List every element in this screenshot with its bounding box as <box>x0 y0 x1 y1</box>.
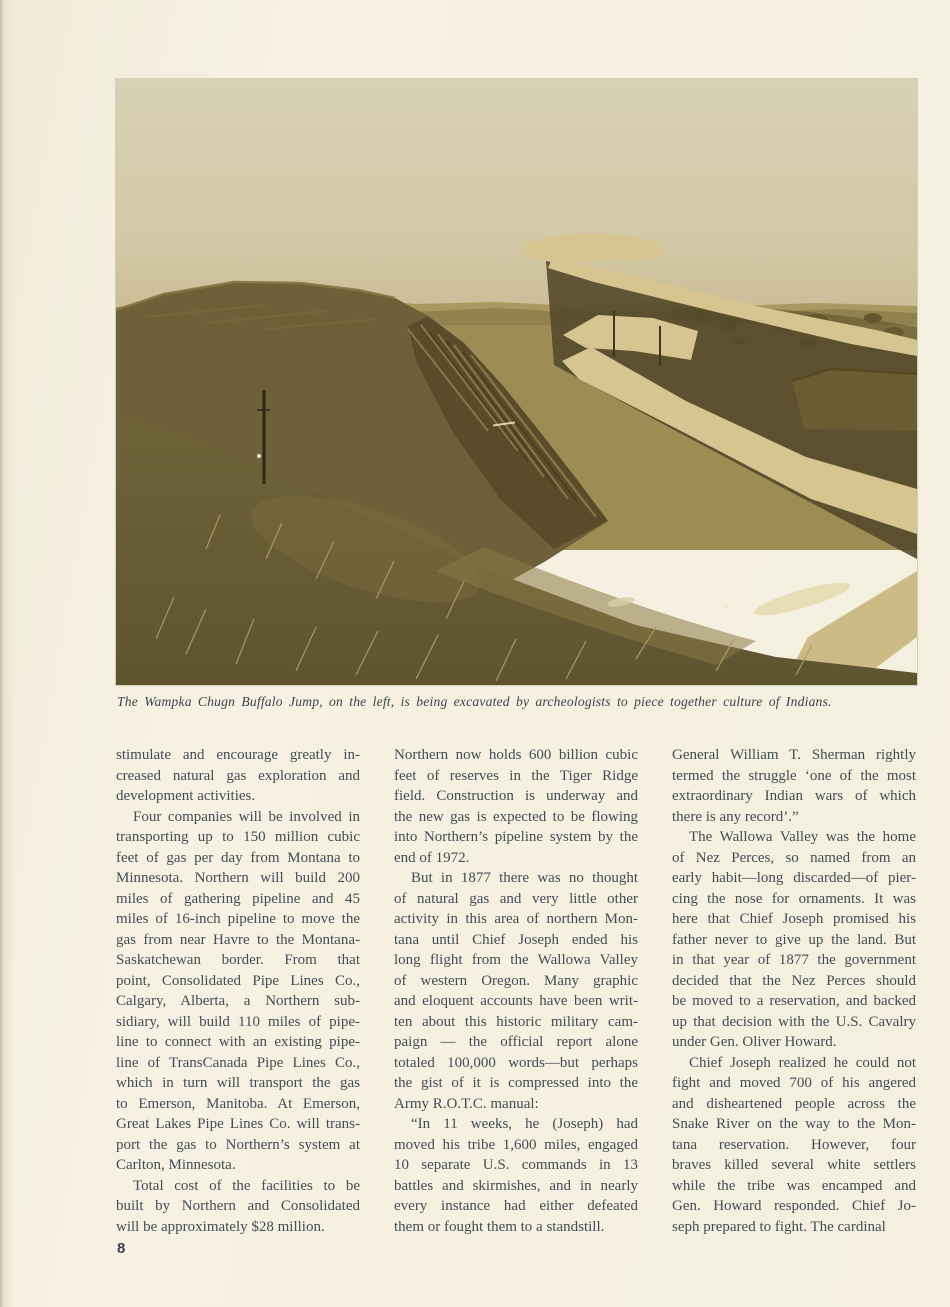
text-line: Carlton, Minnesota. <box>116 1157 236 1173</box>
landscape-photo-illustration <box>116 79 917 685</box>
text-line: sidiary, will build 110 miles of pipe- <box>116 1013 360 1030</box>
text-line: seph prepared to fight. The cardinal <box>672 1218 886 1235</box>
text-line: Chief Joseph realized he could not <box>689 1054 916 1071</box>
text-line: miles of 16-inch pipeline to move the <box>116 911 360 927</box>
text-line: creased natural gas exploration and <box>116 767 360 784</box>
text-line: which in turn will transport the gas <box>116 1075 360 1091</box>
text-column-3 <box>672 745 916 1237</box>
text-line: under Gen. Oliver Howard. <box>672 1034 837 1050</box>
text-line: and eloquent accounts have been writ- <box>394 993 638 1009</box>
paragraph <box>672 827 916 1053</box>
text-line: here that Chief Joseph promised his <box>672 911 916 927</box>
text-line: Northern now holds 600 billion cubic <box>394 747 638 763</box>
text-line: of natural gas and very little other <box>394 890 638 907</box>
right-bluff <box>792 369 917 431</box>
paragraph <box>394 1114 638 1237</box>
text-line: The Wallowa Valley was the home <box>689 829 916 845</box>
text-line: decided that the Nez Perces should <box>672 972 916 989</box>
text-line: feet of reserves in the Tiger Ridge <box>394 767 638 784</box>
article-columns <box>116 745 916 1237</box>
text-line: them or fought them to a standstill. <box>394 1218 605 1235</box>
text-line: 10 separate U.S. commands in 13 <box>394 1157 638 1173</box>
text-line: moved his tribe 1,600 miles, engaged <box>394 1136 638 1153</box>
text-line: “In 11 weeks, he (Joseph) had <box>411 1116 638 1132</box>
text-column-1 <box>116 745 360 1237</box>
text-line: line of TransCanada Pipe Lines Co., <box>116 1054 360 1071</box>
text-line: while the tribe was encamped and <box>672 1177 916 1194</box>
text-line: General William T. Sherman rightly <box>672 747 916 763</box>
text-line: Calgary, Alberta, a Northern sub- <box>116 993 360 1009</box>
text-line: gas from near Havre to the Montana- <box>116 931 360 948</box>
text-line: totaled 100,000 words—but perhaps <box>394 1054 638 1071</box>
text-line: in that year of 1877 the government <box>672 952 916 968</box>
text-column-2 <box>394 745 638 1237</box>
text-line: the gist of it is compressed into the <box>394 1075 638 1091</box>
paragraph <box>672 745 916 827</box>
text-line: of Nez Perces, so named from an <box>672 849 916 866</box>
text-line: paign — the official report alone <box>394 1034 638 1050</box>
landscape-photo <box>116 79 917 685</box>
text-line: every instance had either defeated <box>394 1198 638 1214</box>
text-line: ten about this historic military cam- <box>394 1013 638 1030</box>
paragraph <box>116 745 360 807</box>
text-line: cing the nose for ornaments. It was <box>672 890 916 907</box>
text-line: into Northern’s pipeline system by the <box>394 829 638 845</box>
text-line: miles of gathering pipeline and 45 <box>116 890 360 907</box>
text-line: early habit—long discarded—of pier- <box>672 870 916 886</box>
text-line: line to connect with an existing pipe- <box>116 1034 360 1050</box>
text-line: Snake River on the way to the Mon- <box>672 1116 916 1132</box>
text-line: father never to give up the land. But <box>672 931 916 948</box>
text-line: extraordinary Indian wars of which <box>672 788 916 804</box>
text-line: long flight from the Wallowa Valley <box>394 952 638 968</box>
text-line: of western Oregon. Many graphic <box>394 972 638 989</box>
text-line: Saskatchewan border. From that <box>116 952 360 968</box>
text-line: field. Construction is underway and <box>394 788 638 804</box>
text-line: there is any record’.” <box>672 808 799 825</box>
page-left-edge-shading <box>0 0 14 1307</box>
paragraph <box>394 745 638 868</box>
page-number: 8 <box>117 1240 126 1257</box>
text-line: Four companies will be involved in <box>133 808 360 825</box>
text-line: the new gas is expected to be flowing <box>394 808 638 825</box>
text-line: and disheartened people across the <box>672 1095 916 1112</box>
text-line: to Emerson, Manitoba. At Emerson, <box>116 1095 360 1112</box>
page-left-edge-line <box>0 0 2 1307</box>
text-line: port the gas to Northern’s system at <box>116 1136 360 1153</box>
text-line: feet of gas per day from Montana to <box>116 849 360 866</box>
text-line: be moved to a reservation, and backed <box>672 993 916 1009</box>
text-line: Army R.O.T.C. manual: <box>394 1095 539 1112</box>
text-line: Total cost of the facilities to be <box>133 1177 360 1194</box>
text-line: end of 1972. <box>394 849 470 866</box>
text-line: Great Lakes Pipe Lines Co. will trans- <box>116 1116 360 1132</box>
text-line: fight and moved 700 of his angered <box>672 1075 916 1091</box>
text-line: termed the struggle ‘one of the most <box>672 767 916 784</box>
text-line: Gen. Howard responded. Chief Jo- <box>672 1198 916 1214</box>
text-line: point, Consolidated Pipe Lines Co., <box>116 972 360 989</box>
paragraph <box>394 868 638 1114</box>
text-line: transporting up to 150 million cubic <box>116 829 360 845</box>
text-line: tana until Chief Joseph ended his <box>394 931 638 948</box>
text-line: built by Northern and Consolidated <box>116 1198 360 1214</box>
text-line: But in 1877 there was no thought <box>411 870 638 886</box>
photo-caption: The Wampka Chugn Buffalo Jump, on the left, is being excavated by archeologists to piece together culture of Indians. <box>117 694 832 709</box>
text-line: will be approximately $28 million. <box>116 1218 325 1235</box>
text-line: up that decision with the U.S. Cavalry <box>672 1013 916 1030</box>
paragraph <box>672 1053 916 1238</box>
text-line: Minnesota. Northern will build 200 <box>116 870 360 886</box>
text-line: stimulate and encourage greatly in- <box>116 747 360 763</box>
paragraph <box>116 807 360 1176</box>
text-line: activity in this area of northern Mon- <box>394 911 638 927</box>
paragraph <box>116 1176 360 1238</box>
text-line: tana reservation. However, four <box>672 1136 916 1153</box>
text-line: development activities. <box>116 788 256 804</box>
text-line: braves killed several white settlers <box>672 1157 916 1173</box>
text-line: battles and skirmishes, and in nearly <box>394 1177 638 1194</box>
